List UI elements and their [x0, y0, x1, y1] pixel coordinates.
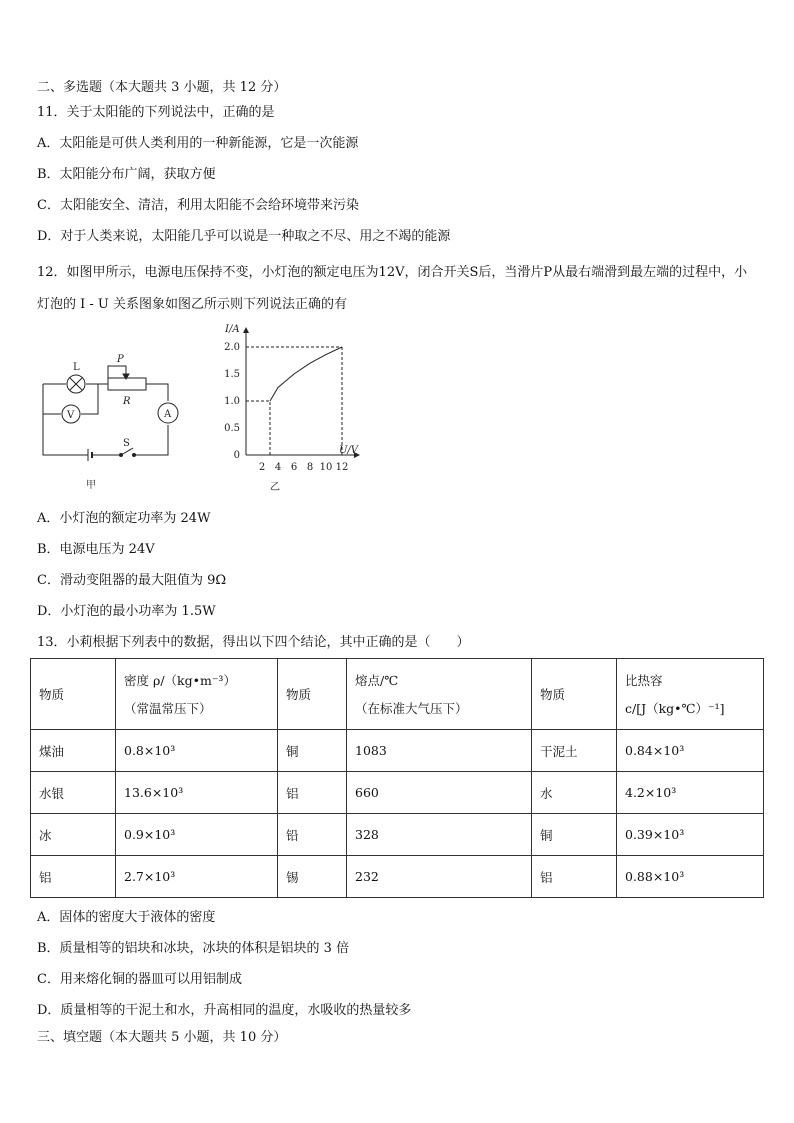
graph-x-axis-label: U/V: [339, 445, 359, 456]
table-cell: 铝: [278, 772, 347, 814]
table-row: [31, 856, 764, 898]
y-tick-label: 0: [233, 450, 240, 461]
section-title-fill-in: 三、填空题（本大题共 5 小题，共 10 分）: [37, 1030, 287, 1045]
table-cell: 0.88×10³: [617, 856, 764, 898]
table-cell: 0.8×10³: [116, 730, 278, 772]
rheostat-icon: [108, 378, 146, 390]
question-12-figure: [36, 322, 366, 497]
x-tick-label: 8: [306, 462, 314, 473]
table-cell: 0.9×10³: [116, 814, 278, 856]
header-melting-label: 熔点/℃: [355, 673, 399, 688]
circuit-diagram: [43, 366, 178, 461]
voltmeter-label: V: [67, 410, 75, 421]
x-tick-label: 2: [258, 462, 266, 473]
table-cell: 660: [347, 772, 532, 814]
question-13-option-c: C．用来熔化铜的器皿可以用铝制成: [37, 972, 242, 987]
question-12-option-d: D．小灯泡的最小功率为 1.5W: [37, 604, 216, 619]
y-tick-label: 1.0: [224, 396, 240, 407]
switch-label: S: [123, 438, 130, 449]
ammeter-label: A: [164, 409, 172, 420]
question-11-option-b: B．太阳能分布广阔，获取方便: [37, 167, 216, 182]
question-13-stem: 13．小莉根据下列表中的数据，得出以下四个结论，其中正确的是（ ）: [37, 635, 470, 650]
table-header-row: [31, 659, 764, 730]
properties-table: [30, 658, 764, 898]
header-specific-heat-label: 比热容: [625, 673, 663, 688]
section-title-multiple-choice: 二、多选题（本大题共 3 小题，共 12 分）: [37, 80, 287, 95]
table-row: [31, 814, 764, 856]
header-substance-1: 物质: [31, 659, 116, 730]
header-density-condition: （常温常压下）: [124, 701, 212, 716]
circuit-and-iu-graph: [36, 322, 366, 497]
x-tick-label: 12: [335, 462, 349, 473]
table-cell: 水银: [31, 772, 116, 814]
header-specific-heat-unit: c/[J（kg•℃）⁻¹]: [625, 701, 725, 716]
question-13-option-b: B．质量相等的铝块和冰块，冰块的体积是铝块的 3 倍: [37, 941, 350, 956]
table-cell: 冰: [31, 814, 116, 856]
table-cell: 2.7×10³: [116, 856, 278, 898]
header-substance-3: 物质: [532, 659, 617, 730]
graph-y-axis-label: I/A: [225, 324, 240, 335]
question-13-option-d: D．质量相等的干泥土和水，升高相同的温度，水吸收的热量较多: [37, 1003, 412, 1018]
table-cell: 328: [347, 814, 532, 856]
y-tick-label: 1.5: [224, 369, 240, 380]
table-cell: 水: [532, 772, 617, 814]
table-cell: 1083: [347, 730, 532, 772]
slider-label: P: [117, 354, 124, 365]
table-cell: 13.6×10³: [116, 772, 278, 814]
table-cell: 煤油: [31, 730, 116, 772]
table-cell: 铅: [278, 814, 347, 856]
circuit-caption: 甲: [86, 480, 96, 491]
table-cell: 铜: [532, 814, 617, 856]
y-axis-arrow-icon: [243, 327, 249, 333]
header-specific-heat: [617, 659, 764, 730]
x-tick-label: 10: [319, 462, 333, 473]
table-cell: 锡: [278, 856, 347, 898]
table-row: [31, 730, 764, 772]
header-density-label: 密度 ρ/（kg•m⁻³）: [124, 673, 236, 688]
header-substance-2: 物质: [278, 659, 347, 730]
question-11-option-a: A．太阳能是可供人类利用的一种新能源，它是一次能源: [37, 136, 359, 151]
table-cell: 铝: [31, 856, 116, 898]
question-11-option-d: D．对于人类来说，太阳能几乎可以说是一种取之不尽、用之不竭的能源: [37, 229, 451, 244]
table-cell: 232: [347, 856, 532, 898]
question-11-option-c: C．太阳能安全、清洁，利用太阳能不会给环境带来污染: [37, 198, 359, 213]
lamp-label: L: [73, 362, 80, 373]
table-cell: 0.84×10³: [617, 730, 764, 772]
y-tick-label: 0.5: [224, 423, 240, 434]
header-density: [116, 659, 278, 730]
table-cell: 0.39×10³: [617, 814, 764, 856]
table-cell: 铜: [278, 730, 347, 772]
rheostat-label: R: [123, 396, 131, 407]
y-tick-label: 2.0: [224, 342, 240, 353]
graph-caption: 乙: [270, 482, 280, 493]
x-tick-label: 6: [290, 462, 298, 473]
question-11-stem: 11．关于太阳能的下列说法中，正确的是: [37, 105, 275, 120]
header-melting-condition: （在标准大气压下）: [355, 701, 468, 716]
header-melting-point: [347, 659, 532, 730]
x-tick-label: 4: [274, 462, 282, 473]
question-13-option-a: A．固体的密度大于液体的密度: [37, 910, 216, 925]
table-cell: 铝: [532, 856, 617, 898]
table-cell: 4.2×10³: [617, 772, 764, 814]
question-12-stem: 12．如图甲所示，电源电压保持不变，小灯泡的额定电压为12V，闭合开关S后，当滑片P从最右端滑到最左端的过程中，小灯泡的 I - U 关系图象如图乙所示则下列说法正确的有: [37, 265, 748, 312]
table-cell: 干泥土: [532, 730, 617, 772]
iu-curve: [270, 347, 342, 401]
question-12-option-a: A．小灯泡的额定功率为 24W: [37, 511, 211, 526]
table-row: [31, 772, 764, 814]
question-12-option-c: C．滑动变阻器的最大阻值为 9Ω: [37, 573, 227, 588]
question-12-option-b: B．电源电压为 24V: [37, 542, 155, 557]
